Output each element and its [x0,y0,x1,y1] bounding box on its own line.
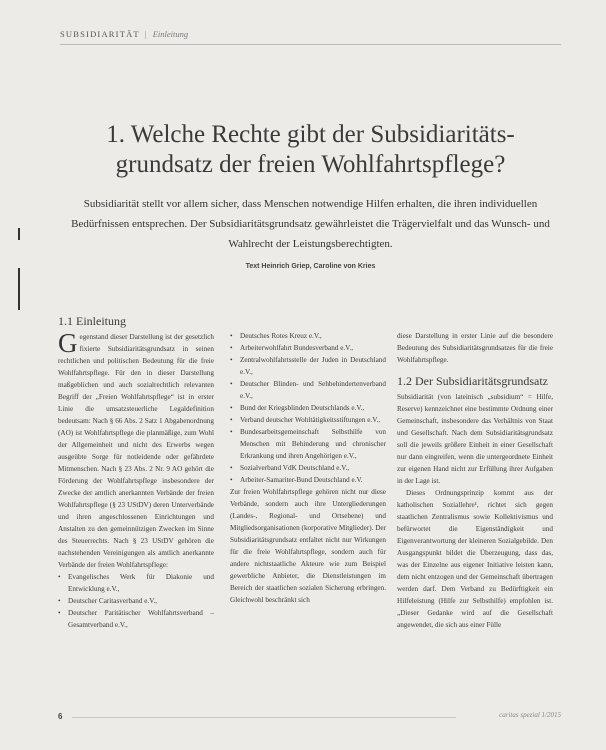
drop-cap: G [58,328,78,358]
column-2 [230,330,386,606]
paragraph-scope: Zur freien Wohlfahrtspflege gehören nicht nur diese Verbände, sondern auch ihre Untergliederungen (Landes-, Regional- und Ortsebene) und Mitgliedsorganisationen (korporative Mitglieder). Der Subsidiaritätsgrundsatz entfaltet nicht nur Wirkungen für die freie Wohlfahrtspflege, sondern auch für andere nichtstaatliche Akteure wie zum Beispiel gewerbliche Anbieter, die Dienstleistungen im Bereich der staatlichen sozialen Sicherung erbringen. Gleichwohl beschränkt sich [230,488,386,604]
byline: Text Heinrich Griep, Caroline von Kries [245,263,376,270]
running-header [60,29,188,39]
paragraph-limitation: diese Darstellung in erster Linie auf die besondere Bedeutung des Subsidiaritätsgrundsatzes für die freie Wohlfahrtspflege. [397,332,553,364]
header-subsection: Einleitung [152,29,189,39]
column-3 [397,330,553,631]
paragraph-intro [58,328,214,571]
heading-einleitung: 1.1 Einleitung [58,314,126,328]
paragraph-origin: Dieses Ordnungsprinzip kommt aus der katholischen Soziallehre¹, richtet sich gegen staatlichen Zentralismus sowie Kollektivismus und befürwortet die Eigenständigkeit und Eigenverantwortung der kleineren Sozialgebilde. Den Ausgangspunkt bildet die Überzeugung, dass das, was der Einzelne aus eigener Initiative leisten kann, dem nicht entzogen und der Gemeinschaft übertragen werden darf. Dem Verband zu Bedürftigkeit ein Hilfeleistung (Hilfe zur Selbsthilfe) empfohlen ist. „Dieser Gedanke wird auf die Gesellschaft angewendet, die sich aus einer Fülle [397,489,553,629]
article-title: 1. Welche Rechte gibt der Subsidiaritäts-grundsatz der freien Wohlfahrtspflege? [106,121,515,178]
list-item: • Arbeiterwohlfahrt Bundesverband e.V., [230,342,386,354]
paragraph-definition: Subsidiarität (von lateinisch „subsidium“ = Hilfe, Reserve) kennzeichnet eine bestimmte Ordnung einer Gemeinschaft, insbesondere das Verhältnis von Staat und Gesellschaft. Nach dem Subsidiaritätsgrundsatz soll die jeweils größere Einheit in einer Gesellschaft nur dann eingreifen, wenn die untergeordnete Einheit zur eigenen Hand nicht zur Erfüllung ihrer Aufgaben in der Lage ist. [397,393,553,485]
list-item: • Deutscher Paritätischer Wohlfahrtsverband – Gesamtverband e.V., [58,607,214,631]
list-item: • Bundesarbeitsgemeinschaft Selbsthilfe von Menschen mit Behinderung und chronischer Erkrankung und ihren Angehörigen e.V., [230,426,386,462]
association-list-continued [230,330,386,486]
list-item: • Deutscher Caritasverband e.V., [58,595,214,607]
scan-edge-mark [18,228,20,240]
header-separator: | [144,29,148,39]
header-section: SUBSIDIARITÄT [60,29,140,39]
paragraph-intro-text: egenstand dieser Darstellung ist der gesetzlich fixierte Subsidiaritätsgrundsatz in seinen rechtlichen und politischen Bedeutung für die freie Wohlfahrtspflege. Für den in dieser Darstellung maßgeblichen und auch sozialrechtlich relevanten Begriff der „Freien Wohlfahrtspflege“ ist in erster Linie die umsatzsteuerliche Legaldefinition bedeutsam: Nach § 66 Abs. 2 Satz 1 Abgabenordnung (AO) ist Wohlfahrtspflege die planmäßige, zum Wohl der Allgemeinheit und nicht des Erwerbs wegen ausgeübte Sorge für notleidende oder gefährdete Mitmenschen. Nach § 23 Abs. 2 Nr. 9 AO gehört die Förderung der Wohlfahrtspflege insbesondere der Zwecke der amtlich anerkannten Verbände der freien Wohlfahrtspflege (§ 23 UStDV) deren Unterverbände und ihren angeschlossenen Einrichtungen und Anstalten zu den gemeinnützigen Zwecken im Sinne des Steuerrechts. Nach § 23 UStDV gehören die nachstehenden Vereinigungen als amtlich anerkannte Verbände der freien Wohlfahrtspflege: [58,333,214,569]
column-1 [58,314,214,631]
page-number: 6 [58,712,63,721]
list-item: • Evangelisches Werk für Diakonie und Entwicklung e.V., [58,571,214,595]
list-item: • Arbeiter-Samariter-Bund Deutschland e.V. [230,474,386,486]
list-item: • Verband deutscher Wohltätigkeitsstiftungen e.V., [230,414,386,426]
list-item: • Deutscher Blinden- und Sehbehindertenverband e.V., [230,378,386,402]
article-lead: Subsidiarität stellt vor allem sicher, dass Menschen notwendige Hilfen erhalten, die ihren individuellen Bedürfnissen entsprechen. Der Subsidiaritätsgrundsatz gewährleistet die Trägervielfalt und das Wunsch- und Wahlrecht der Leistungsberechtigten. [71,198,550,250]
list-item: • Deutsches Rotes Kreuz e.V., [230,330,386,342]
header-rule [60,44,561,45]
footer-rule [72,717,456,718]
list-item: • Zentralwohlfahrtsstelle der Juden in Deutschland e.V., [230,354,386,378]
heading-subsidiaritaetsgrundsatz: 1.2 Der Subsidiaritätsgrundsatz [397,374,548,388]
list-item: • Bund der Kriegsblinden Deutschlands e.V., [230,402,386,414]
scan-edge-mark [18,268,20,310]
footer-source: caritas spezial 1/2015 [499,711,561,719]
list-item: • Sozialverband VdK Deutschland e.V., [230,462,386,474]
association-list [58,571,214,631]
